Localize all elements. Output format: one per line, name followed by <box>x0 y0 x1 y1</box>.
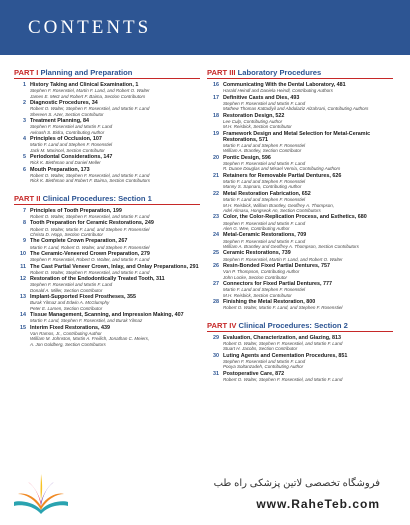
chapter-title: The Complete Crown Preparation, 267 <box>30 238 128 245</box>
right-column <box>207 68 393 383</box>
chapter-entry <box>207 335 393 352</box>
chapter-title: Tooth Preparation for Ceramic Restorations, 249 <box>30 220 154 227</box>
chapter-entry <box>207 232 393 249</box>
chapter-entry <box>207 173 393 190</box>
chapter-title: Metal Restoration Fabrication, 652 <box>223 190 311 197</box>
chapter-authors: Manny S. Sapnaro, Contributing Author <box>223 184 302 190</box>
chapter-number: 25 <box>213 250 219 257</box>
store-name: فروشگاه تخصصی لاتین پزشکی راه طب <box>213 478 380 489</box>
chapter-number: 13 <box>20 294 26 301</box>
chapter-number: 2 <box>23 100 26 107</box>
chapter-number: 14 <box>20 312 26 319</box>
chapter-body <box>223 131 393 154</box>
chapter-body <box>30 208 200 220</box>
chapter-number: 8 <box>23 220 26 227</box>
chapter-authors: Van P. Thompson, Contributing Author <box>223 269 300 275</box>
chapter-list <box>14 208 200 348</box>
chapter-entry <box>14 118 200 135</box>
chapter-number: 28 <box>213 298 219 305</box>
chapter-entry <box>207 250 393 262</box>
chapter-authors: Robert O. Walter, Stephen F. Rosenstiel, and Martin F. Land <box>30 106 150 112</box>
chapter-number: 24 <box>213 232 219 239</box>
chapter-title: Communicating With the Dental Laboratory, 481 <box>223 82 346 88</box>
chapter-number: 19 <box>213 130 219 137</box>
chapter-authors: Peter E. Larsen, Section Contributor <box>30 305 103 311</box>
chapter-entry <box>207 371 393 383</box>
part-number: PART III <box>207 68 236 77</box>
chapter-body <box>30 154 200 166</box>
chapter-body <box>223 263 393 280</box>
chapter-body <box>30 136 200 153</box>
chapter-number: 27 <box>213 280 219 287</box>
chapter-entry <box>14 276 200 293</box>
chapter-title: Ceramic Restorations, 739 <box>223 250 291 257</box>
chapter-body <box>30 276 200 293</box>
part-title: Planning and Preparation <box>40 68 133 77</box>
chapter-body <box>223 232 393 249</box>
chapter-list <box>14 82 200 184</box>
chapter-authors: Stephen F. Rosenstiel and Martin F. Land <box>30 282 113 288</box>
chapter-title: History Taking and Clinical Examination, 1 <box>30 82 139 88</box>
chapter-authors: Stephen F. Rosenstiel, Martin F. Land, and Robert O. Walter <box>223 256 343 262</box>
chapter-authors: R. Duane Douglas and Misael Vernia, Contributing Authors <box>223 166 341 172</box>
chapter-authors: James E. Metz and Robert F. Baima, Section Contributors <box>30 93 146 99</box>
chapter-body <box>223 82 393 94</box>
chapter-body <box>223 353 393 370</box>
chapter-title: Principles of Tooth Preparation, 199 <box>30 207 122 214</box>
chapter-title: Restoration Design, 522 <box>223 112 285 119</box>
chapter-entry <box>14 251 200 263</box>
chapter-title: Pontic Design, 596 <box>223 154 271 161</box>
chapter-authors: Shereen S. Azer, Section Contributor <box>30 111 104 117</box>
chapter-list <box>207 82 393 311</box>
chapter-number: 4 <box>23 136 26 143</box>
chapter-entry <box>207 113 393 130</box>
chapter-entry <box>14 264 200 276</box>
part-number: PART I <box>14 68 39 77</box>
part-heading <box>14 194 200 205</box>
chapter-title: The Cast Partial Veneer Crown, Inlay, and Onlay Preparations, 291 <box>30 263 199 270</box>
chapter-authors: Stephen F. Rosenstiel and Martin F. Land <box>223 100 306 106</box>
raheteb-logo-icon <box>12 472 70 516</box>
chapter-entry <box>14 154 200 166</box>
chapter-number: 16 <box>213 82 219 88</box>
chapter-entry <box>207 263 393 280</box>
chapter-body <box>30 238 200 250</box>
chapter-number: 6 <box>23 166 26 173</box>
chapter-body <box>30 82 200 99</box>
chapter-title: Implant-Supported Fixed Prostheses, 355 <box>30 294 137 301</box>
chapter-authors: John Locke, Section Contributor <box>223 274 288 280</box>
chapter-entry <box>14 325 200 347</box>
chapter-authors: Martin F. Land and Stephen F. Rosenstiel <box>223 287 306 293</box>
chapter-body <box>223 173 393 190</box>
chapter-authors: Robert O. Walter, Martin F. Land, and Stephen F. Rosenstiel <box>30 226 150 232</box>
chapter-body <box>223 281 393 298</box>
chapter-authors: Martin F. Land and Stephen F. Rosenstiel <box>223 143 306 149</box>
chapter-body <box>30 118 200 135</box>
chapter-entry <box>207 214 393 231</box>
chapter-authors: Robert O. Walter, Martin F. Land, and Stephen F. Rosenstiel <box>223 305 343 311</box>
chapter-title: Periodontal Considerations, 147 <box>30 154 113 161</box>
chapter-title: Postoperative Care, 872 <box>223 370 285 377</box>
chapter-title: Principles of Occlusion, 107 <box>30 136 102 143</box>
part-number: PART IV <box>207 320 237 330</box>
chapter-authors: William A. Brantley and Geoffrey A. Thompson, Section Contributors <box>223 243 359 249</box>
chapter-title: Metal-Ceramic Restorations, 709 <box>223 232 307 239</box>
chapter-number: 5 <box>23 154 26 161</box>
contents-banner <box>0 0 410 55</box>
part-title: Laboratory Procedures <box>237 68 322 77</box>
chapter-authors: Jack M. Marincel, Section Contributor <box>30 147 105 153</box>
chapter-title: The Ceramic-Veneered Crown Preparation, 279 <box>30 250 150 257</box>
chapter-body <box>30 264 200 276</box>
chapter-entry <box>14 100 200 117</box>
chapter-body <box>223 214 393 231</box>
chapter-number: 22 <box>213 190 219 197</box>
chapter-authors: William M. Johnston, Martin A. Freilich, Jonathan C. Meiers, <box>30 336 150 342</box>
chapter-entry <box>14 312 200 324</box>
chapter-body <box>223 371 393 383</box>
chapter-entry <box>207 82 393 94</box>
chapter-body <box>30 220 200 237</box>
chapter-number: 30 <box>213 352 219 359</box>
chapter-body <box>223 191 393 213</box>
chapter-entry <box>207 155 393 172</box>
chapter-authors: Donald A. Miller, Section Contributor <box>30 287 103 293</box>
chapter-number: 18 <box>213 112 219 119</box>
chapter-number: 23 <box>213 214 219 221</box>
chapter-entry <box>207 299 393 311</box>
left-column <box>14 68 200 348</box>
chapter-title: Diagnostic Procedures, 34 <box>30 100 98 107</box>
chapter-authors: Martin F. Land and Stephen F. Rosenstiel <box>30 142 113 148</box>
chapter-body <box>223 335 393 352</box>
chapter-body <box>30 167 200 184</box>
chapter-body <box>223 299 393 311</box>
chapter-title: Evaluation, Characterization, and Glazing, 813 <box>223 334 342 341</box>
chapter-authors: William A. Brantley, Section Contributor <box>223 148 302 154</box>
part-number: PART II <box>14 193 41 203</box>
chapter-number: 9 <box>23 238 26 245</box>
chapter-title: Color, the Color-Replication Process, and Esthetics, 680 <box>223 214 367 221</box>
chapter-authors: A. Jon Goldberg, Section Contributors <box>30 341 106 347</box>
chapter-entry <box>14 208 200 220</box>
chapter-title: Mouth Preparation, 173 <box>30 166 90 173</box>
chapter-title: Treatment Planning, 84 <box>30 118 90 125</box>
chapter-number: 10 <box>20 250 26 257</box>
chapter-title: Connectors for Fixed Partial Dentures, 777 <box>223 280 333 287</box>
chapter-title: Tissue Management, Scanning, and Impression Making, 407 <box>30 312 184 319</box>
chapter-title: Finishing the Metal Restoration, 800 <box>223 298 316 305</box>
part-heading <box>14 68 200 79</box>
chapter-entry <box>14 136 200 153</box>
chapter-entry <box>207 353 393 370</box>
chapter-number: 21 <box>213 172 219 179</box>
website-link[interactable]: www.RaheTeb.com <box>256 497 380 511</box>
chapter-authors: Stephen F. Rosenstiel and Martin F. Land <box>223 358 306 364</box>
chapter-authors: M.H. Reisbick, William Brantley, Geoffrey A. Thompson, <box>223 202 334 208</box>
chapter-title: Framework Design and Metal Selection for Metal-Ceramic Restorations, 571 <box>223 130 371 143</box>
chapter-body <box>30 312 200 324</box>
chapter-number: 11 <box>20 263 26 270</box>
chapter-authors: Stephen F. Rosenstiel, Robert O. Walter, and Martin F. Land <box>30 257 150 263</box>
chapter-entry <box>14 220 200 237</box>
chapter-authors: Burak Yilmaz and Edwin A. McGlumphy <box>30 300 110 306</box>
chapter-authors: Stephen F. Rosenstiel and Martin F. Land <box>223 161 306 167</box>
chapter-title: Restoration of the Endodontically Treated Tooth, 311 <box>30 276 165 283</box>
chapter-authors: Harald Heindl and Daniela Heindl, Contributing Authors <box>223 88 333 94</box>
chapter-authors: Christa D. Hopp, Section Contributor <box>30 231 104 237</box>
chapter-number: 1 <box>23 82 26 88</box>
chapter-title: Definitive Casts and Dies, 493 <box>223 94 300 101</box>
chapter-authors: Robert O. Walter, Stephen F. Rosenstiel, and Martin F. Land <box>30 269 150 275</box>
chapter-entry <box>207 95 393 112</box>
chapter-authors: Martin F. Land and Stephen F. Rosenstiel <box>223 179 306 185</box>
chapter-authors: Martin F. Land and Stephen F. Rosenstiel <box>223 197 306 203</box>
chapter-list <box>207 335 393 383</box>
chapter-body <box>223 155 393 172</box>
chapter-number: 7 <box>23 207 26 214</box>
chapter-authors: Rick K. Biethman and Robert F. Baima, Section Contributors <box>30 178 150 184</box>
chapter-authors: Robert O. Walter, Stephen F. Rosenstiel, and Martin F. Land <box>30 213 150 219</box>
chapter-entry <box>14 167 200 184</box>
chapter-entry <box>14 82 200 99</box>
chapter-title: Interim Fixed Restorations, 439 <box>30 324 110 331</box>
chapter-body <box>223 113 393 130</box>
chapter-entry <box>207 281 393 298</box>
chapter-authors: Stephen F. Rosenstiel, Martin F. Land, and Robert O. Walter <box>30 88 150 94</box>
chapter-authors: Stuart H. Jacobs, Section Contributor <box>223 346 298 352</box>
chapter-body <box>30 325 200 347</box>
chapter-entry <box>207 191 393 213</box>
chapter-body <box>30 251 200 263</box>
chapter-authors: Alen G. Wee, Contributing Author <box>223 225 290 231</box>
chapter-authors: M.H. Reisbick, Section Contributor <box>223 292 292 298</box>
chapter-authors: Avinash S. Bidra, Contributing Author <box>30 129 105 135</box>
chapter-number: 20 <box>213 154 219 161</box>
chapter-authors: Lee Culp, Contributing Author <box>223 118 283 124</box>
chapter-number: 17 <box>213 94 219 101</box>
chapter-authors: Mathew Thomas Kattadiyil and Abdulaziz Alzahrani, Contributing Authors <box>223 106 369 112</box>
chapter-entry <box>14 294 200 311</box>
chapter-authors: Robert O. Walter, Stephen F. Rosenstiel, and Martin F. Land <box>223 340 343 346</box>
part-heading <box>207 321 393 332</box>
chapter-title: Luting Agents and Cementation Procedures, 851 <box>223 352 348 359</box>
chapter-authors: Adel Almasu, Hongseok An, Section Contributors <box>223 207 321 213</box>
chapter-body <box>223 95 393 112</box>
chapter-entry <box>14 238 200 250</box>
part-heading <box>207 68 393 79</box>
chapter-body <box>30 294 200 311</box>
chapter-authors: Rick K. Biethman and Daniel Meller <box>30 160 101 166</box>
chapter-authors: M.H. Reisbick, Section Contributor <box>223 124 292 130</box>
chapter-number: 31 <box>213 370 219 377</box>
chapter-entry <box>207 131 393 154</box>
chapter-number: 12 <box>20 276 26 283</box>
chapter-authors: Robert O. Walter, Stephen F. Rosenstiel, and Martin F. Land <box>223 376 343 382</box>
chapter-authors: Martin F. Land, Robert O. Walter, and Stephen F. Rosenstiel <box>30 244 150 250</box>
chapter-number: 26 <box>213 262 219 269</box>
chapter-authors: Stephen F. Rosenstiel and Martin F. Land <box>223 220 306 226</box>
chapter-number: 29 <box>213 334 219 341</box>
chapter-title: Resin-Bonded Fixed Partial Dentures, 757 <box>223 262 330 269</box>
chapter-authors: Robert O. Walter, Stephen F. Rosenstiel, and Martin F. Land <box>30 172 150 178</box>
chapter-title: Retainers for Removable Partial Dentures, 626 <box>223 172 342 179</box>
part-title: Clinical Procedures: Section 2 <box>238 320 348 330</box>
chapter-authors: Martin F. Land, Stephen F. Rosenstiel, and Burak Yilmaz <box>30 318 143 324</box>
page-title: CONTENTS <box>28 17 152 38</box>
chapter-authors: Stephen F. Rosenstiel and Martin F. Land <box>223 238 306 244</box>
chapter-body <box>30 100 200 117</box>
chapter-authors: Van Ramos, Jr., Contributing Author <box>30 330 102 336</box>
chapter-number: 3 <box>23 118 26 125</box>
chapter-authors: Stephen F. Rosenstiel and Martin F. Land <box>30 124 113 130</box>
chapter-authors: Pooya Soltanzadeh, Contributing Author <box>223 364 304 370</box>
chapter-number: 15 <box>20 324 26 331</box>
chapter-body <box>223 250 393 262</box>
part-title: Clinical Procedures: Section 1 <box>42 193 152 203</box>
